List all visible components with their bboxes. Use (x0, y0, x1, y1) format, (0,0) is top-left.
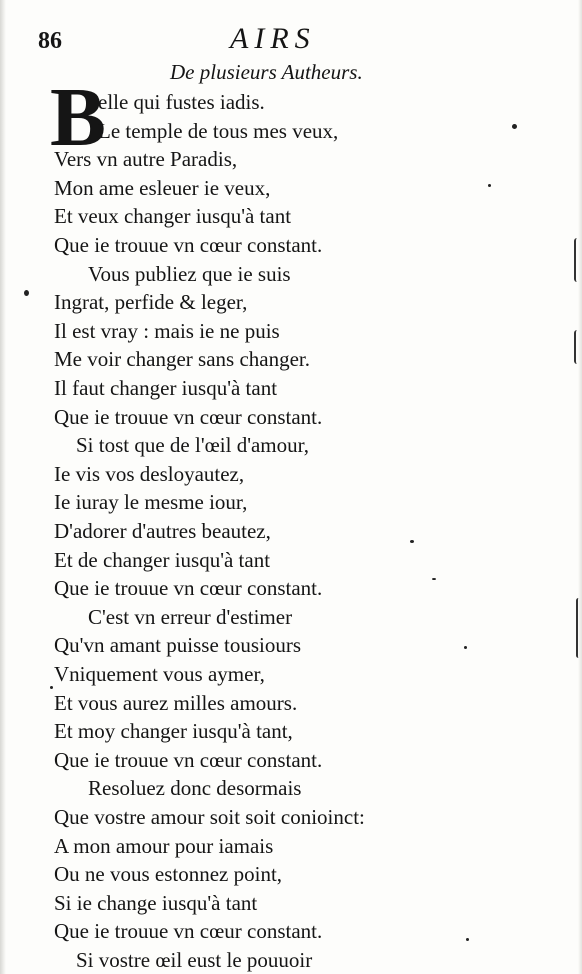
verse-line: Et vous aurez milles amours. (54, 690, 298, 715)
verse-line: Me voir changer sans changer. (54, 347, 310, 372)
ink-speck (432, 578, 436, 580)
verse-line: Si ie change iusqu'à tant (54, 890, 258, 915)
verse-line: Il est vray : mais ie ne puis (54, 318, 280, 343)
verse-line: Vous publiez que ie suis (88, 261, 291, 286)
ink-speck (410, 540, 414, 543)
ink-speck (488, 184, 491, 187)
verse-line: Que ie trouue vn cœur constant. (54, 747, 323, 772)
verse-line: Ingrat, perfide & leger, (54, 290, 248, 315)
verse-line: A mon amour pour iamais (54, 833, 274, 858)
verse-line: Mon ame esleuer ie veux, (54, 175, 271, 200)
margin-mark (574, 238, 580, 282)
verse-line: Que ie trouue vn cœur constant. (54, 404, 323, 429)
verse-line: C'est vn erreur d'estimer (88, 604, 293, 629)
verse-line: Que ie trouue vn cœur constant. (54, 233, 323, 257)
page-edge-shadow (578, 0, 582, 974)
verse-line: Si vostre œil eust le pouuoir (76, 948, 313, 972)
verse-line: Et veux changer iusqu'à tant (54, 204, 292, 229)
verse-line: Qu'vn amant puisse tousiours (54, 633, 302, 658)
verse-line: Que vostre amour soit soit conioinct: (54, 805, 365, 829)
verse-line: D'adorer d'autres beautez, (54, 519, 271, 543)
page-number: 86 (38, 28, 62, 54)
verse-line: Le temple de tous mes veux, (98, 118, 339, 143)
verse-line: Ie iuray le mesme iour, (54, 490, 248, 515)
ink-speck (512, 124, 517, 129)
ink-speck (464, 646, 467, 649)
ink-speck (466, 938, 469, 941)
page-binding-shadow (0, 0, 6, 974)
verse-line: Si tost que de l'œil d'amour, (76, 433, 310, 458)
verse-line: Ie vis vos desloyautez, (54, 461, 245, 486)
subheading: De plusieurs Autheurs. (170, 60, 363, 84)
verse-line: Il faut changer iusqu'à tant (54, 376, 278, 400)
verse-line: Que ie trouue vn cœur constant. (54, 919, 323, 944)
verse-line: Vers vn autre Paradis, (54, 147, 238, 172)
running-title: AIRS (230, 22, 316, 55)
verse-line: Que ie trouue vn cœur constant. (54, 576, 323, 601)
margin-mark (574, 330, 580, 364)
drop-capital: B (50, 71, 107, 164)
verse-line: Vniquement vous aymer, (54, 662, 265, 686)
margin-mark (576, 598, 581, 658)
verse-line: Et moy changer iusqu'à tant, (54, 719, 293, 744)
verse-line: Et de changer iusqu'à tant (54, 547, 271, 572)
verse-line: Ou ne vous estonnez point, (54, 862, 283, 887)
ink-speck (50, 686, 53, 689)
verse-line: elle qui fustes iadis. (98, 90, 265, 114)
verse-line: Resoluez donc desormais (88, 776, 302, 801)
ink-speck (24, 290, 29, 296)
